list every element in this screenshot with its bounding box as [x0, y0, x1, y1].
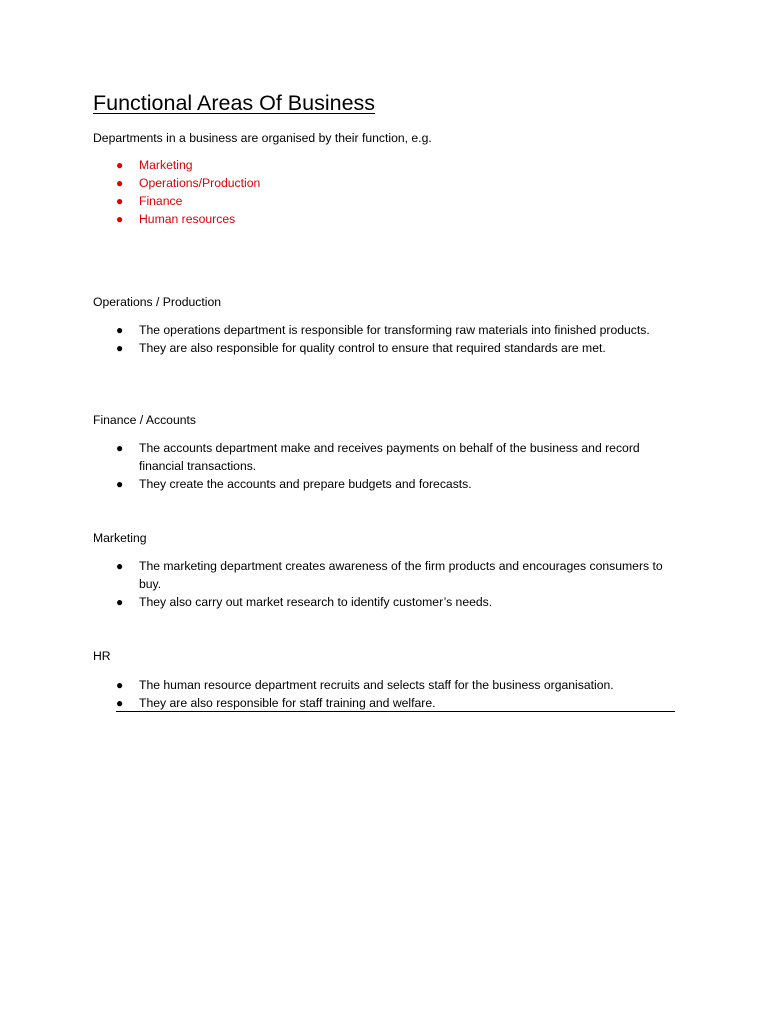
- list-item: [0, 475, 679, 493]
- bullet-icon: ●: [116, 477, 124, 491]
- document-title: Functional Areas Of Business: [93, 91, 376, 115]
- department-list: [0, 156, 768, 228]
- list-item: [0, 439, 679, 475]
- list-item: [0, 694, 679, 712]
- list-item-text: They create the accounts and prepare budgets and forecasts.: [139, 477, 472, 491]
- bullet-icon: ●: [116, 158, 124, 172]
- intro-text: Departments in a business are organised by their function, e.g.: [93, 131, 432, 145]
- bullet-icon: ●: [116, 323, 124, 337]
- list-item: [0, 593, 679, 611]
- list-item-text: The marketing department creates awareness of the firm products and encourages consumers to buy.: [139, 559, 663, 591]
- section-heading-finance: Finance / Accounts: [93, 413, 196, 427]
- list-item: [0, 676, 679, 694]
- bullet-icon: ●: [116, 559, 124, 573]
- bullet-icon: ●: [116, 595, 124, 609]
- section-list-operations: [0, 321, 768, 357]
- list-item: [0, 557, 679, 593]
- section-heading-hr: HR: [93, 649, 111, 663]
- horizontal-rule: [116, 711, 675, 712]
- department-label: Finance: [139, 194, 183, 208]
- bullet-icon: ●: [116, 696, 124, 710]
- bullet-icon: ●: [116, 194, 124, 208]
- list-item-text: They also carry out market research to identify customer’s needs.: [139, 595, 493, 609]
- section-heading-operations: Operations / Production: [93, 295, 222, 309]
- department-item: [0, 192, 679, 210]
- department-item: [0, 174, 679, 192]
- department-label: Human resources: [139, 212, 236, 226]
- section-list-hr: [0, 676, 768, 712]
- section-heading-marketing: Marketing: [93, 531, 147, 545]
- section-list-marketing: [0, 557, 768, 611]
- department-label: Marketing: [139, 158, 193, 172]
- list-item: [0, 339, 679, 357]
- bullet-icon: ●: [116, 341, 124, 355]
- department-item: [0, 156, 679, 174]
- bullet-icon: ●: [116, 678, 124, 692]
- department-label: Operations/Production: [139, 176, 261, 190]
- department-item: [0, 210, 679, 228]
- list-item-text: The accounts department make and receives payments on behalf of the business and record financial transactions.: [139, 441, 640, 473]
- list-item-text: The human resource department recruits and selects staff for the business organisation.: [139, 678, 614, 692]
- list-item-text: They are also responsible for staff training and welfare.: [139, 696, 436, 710]
- bullet-icon: ●: [116, 176, 124, 190]
- list-item: [0, 321, 679, 339]
- section-list-finance: [0, 439, 768, 493]
- list-item-text: They are also responsible for quality control to ensure that required standards are met.: [139, 341, 606, 355]
- bullet-icon: ●: [116, 212, 124, 226]
- list-item-text: The operations department is responsible for transforming raw materials into finished products.: [139, 323, 650, 337]
- bullet-icon: ●: [116, 441, 124, 455]
